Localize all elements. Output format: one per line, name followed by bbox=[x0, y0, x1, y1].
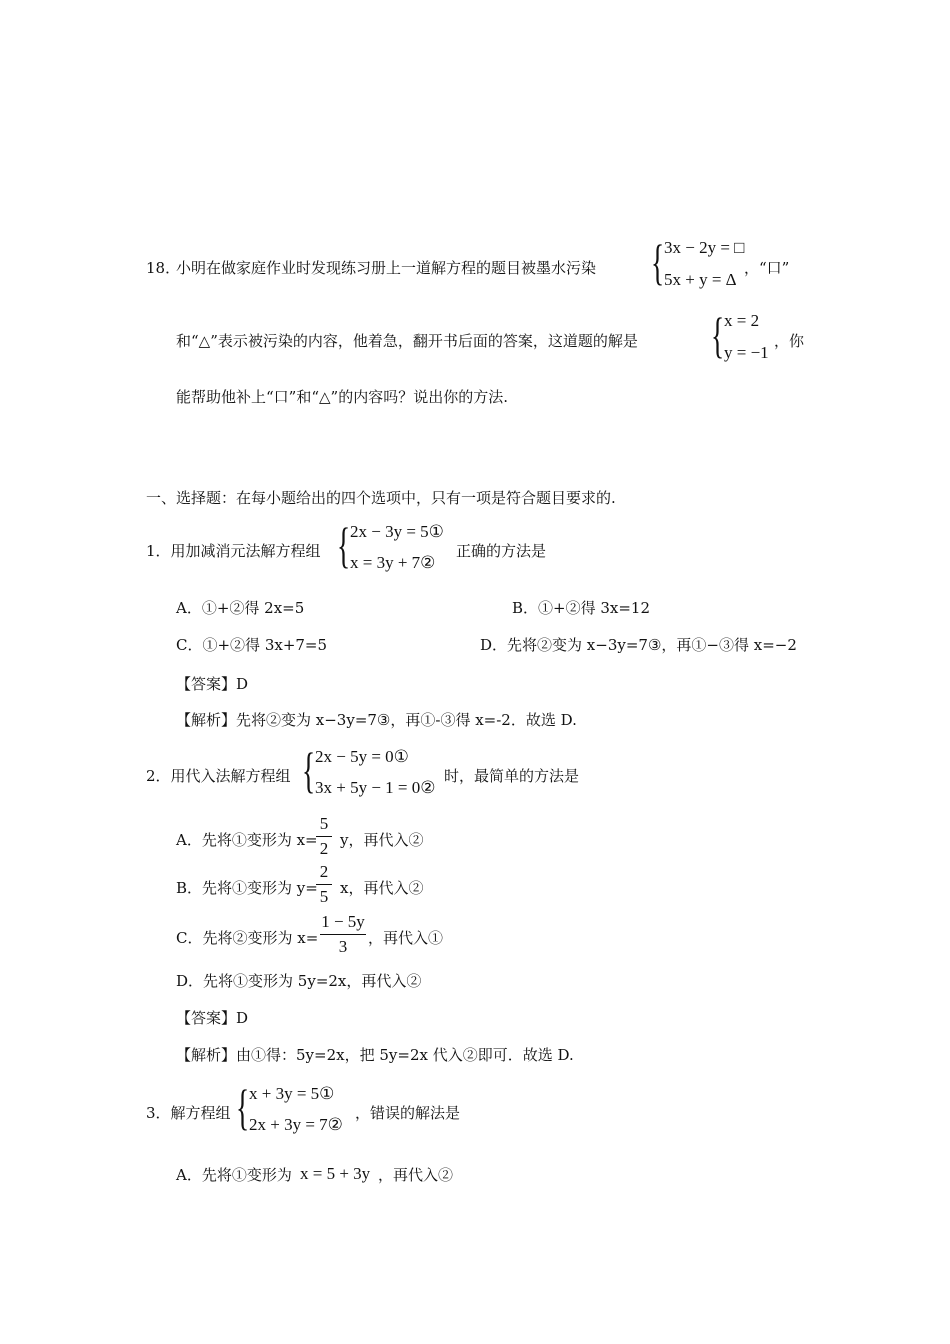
q1-system-brace: { bbox=[337, 517, 351, 573]
q18-line3: 能帮助他补上“口”和“△”的内容吗？说出你的方法. bbox=[176, 388, 508, 406]
q1-stem-head: 1．用加减消元法解方程组 bbox=[146, 542, 321, 560]
q2-option-a-fraction bbox=[316, 813, 332, 860]
q2-system-brace: { bbox=[302, 742, 316, 798]
q18-solution-1: x = 2 bbox=[724, 311, 760, 330]
q18-equation-1: 3x − 2y = □ bbox=[664, 238, 745, 257]
q2-option-d: D．先将①变形为 5y=2x，再代入② bbox=[176, 972, 422, 990]
fraction-bar bbox=[316, 836, 332, 837]
q2-stem-head: 2．用代入法解方程组 bbox=[146, 767, 291, 785]
q1-answer: 【答案】D bbox=[176, 675, 249, 693]
q1-equation-1: 2x − 3y = 5① bbox=[350, 522, 444, 541]
q18-solution-2: y = −1 bbox=[724, 343, 769, 362]
q18-line2-head: 和“△”表示被污染的内容，他着急，翻开书后面的答案，这道题的解是 bbox=[176, 332, 638, 350]
fraction-denominator: 3 bbox=[338, 937, 348, 956]
q2-stem-tail: 时，最简单的方法是 bbox=[444, 767, 580, 785]
q2-option-a-head: A．先将①变形为 x= bbox=[176, 831, 318, 849]
q1-option-b: B．①+②得 3x=12 bbox=[512, 599, 651, 617]
q3-equation-2: 2x + 3y = 7② bbox=[249, 1115, 343, 1134]
q18-solution-brace: { bbox=[711, 307, 725, 363]
fraction-denominator: 2 bbox=[319, 839, 329, 858]
q2-analysis: 【解析】由①得：5y=2x，把 5y=2x 代入②即可．故选 D. bbox=[176, 1046, 574, 1064]
q18-line2-tail: ，你 bbox=[774, 332, 805, 350]
q2-option-b-head: B．先将①变形为 y= bbox=[176, 879, 318, 897]
q1-stem-tail: 正确的方法是 bbox=[456, 542, 547, 560]
fraction-bar bbox=[316, 884, 332, 885]
q3-stem-head: 3．解方程组 bbox=[146, 1104, 231, 1122]
q3-option-a-tail: ，再代入② bbox=[378, 1166, 454, 1184]
q2-answer: 【答案】D bbox=[176, 1009, 249, 1027]
q2-equation-2: 3x + 5y − 1 = 0② bbox=[315, 778, 436, 797]
q18-line1-text: 小明在做家庭作业时发现练习册上一道解方程的题目被墨水污染 bbox=[176, 259, 597, 277]
q18-equation-2: 5x + y = Δ bbox=[664, 270, 737, 289]
q2-option-c-fraction bbox=[320, 911, 366, 958]
fraction-numerator: 5 bbox=[319, 814, 329, 833]
fraction-bar bbox=[320, 934, 366, 935]
q1-option-a: A．①+②得 2x=5 bbox=[176, 599, 305, 617]
q2-option-b-fraction bbox=[316, 861, 332, 908]
q2-equation-1: 2x − 5y = 0① bbox=[315, 747, 409, 766]
q2-option-c-head: C．先将②变形为 x= bbox=[176, 929, 319, 947]
q1-equation-2: x = 3y + 7② bbox=[350, 553, 436, 572]
q3-equation-1: x + 3y = 5① bbox=[249, 1084, 335, 1103]
q18-number: 18． bbox=[146, 259, 181, 277]
q2-option-a-tail: y，再代入② bbox=[340, 831, 424, 849]
q3-system-brace: { bbox=[236, 1079, 250, 1135]
fraction-denominator: 5 bbox=[319, 887, 329, 906]
q3-stem-tail: ，错误的解法是 bbox=[355, 1104, 461, 1122]
q18-line1-tail: ，“口” bbox=[744, 259, 790, 277]
q2-option-c-tail: ，再代入① bbox=[368, 929, 444, 947]
section-title: 一、选择题：在每小题给出的四个选项中，只有一项是符合题目要求的. bbox=[146, 489, 616, 507]
q2-option-b-tail: x，再代入② bbox=[340, 879, 424, 897]
q18-system-brace: { bbox=[651, 234, 665, 290]
q3-option-a-equation: x = 5 + 3y bbox=[300, 1164, 371, 1183]
q3-option-a-head: A．先将①变形为 bbox=[176, 1166, 292, 1184]
q1-analysis: 【解析】先将②变为 x−3y=7③，再①-③得 x=-2．故选 D. bbox=[176, 711, 577, 729]
q1-option-c: C．①+②得 3x+7=5 bbox=[176, 636, 328, 654]
fraction-numerator: 1 − 5y bbox=[321, 912, 365, 931]
q1-option-d: D．先将②变为 x−3y=7③，再①−③得 x=−2 bbox=[480, 636, 797, 654]
fraction-numerator: 2 bbox=[319, 862, 329, 881]
